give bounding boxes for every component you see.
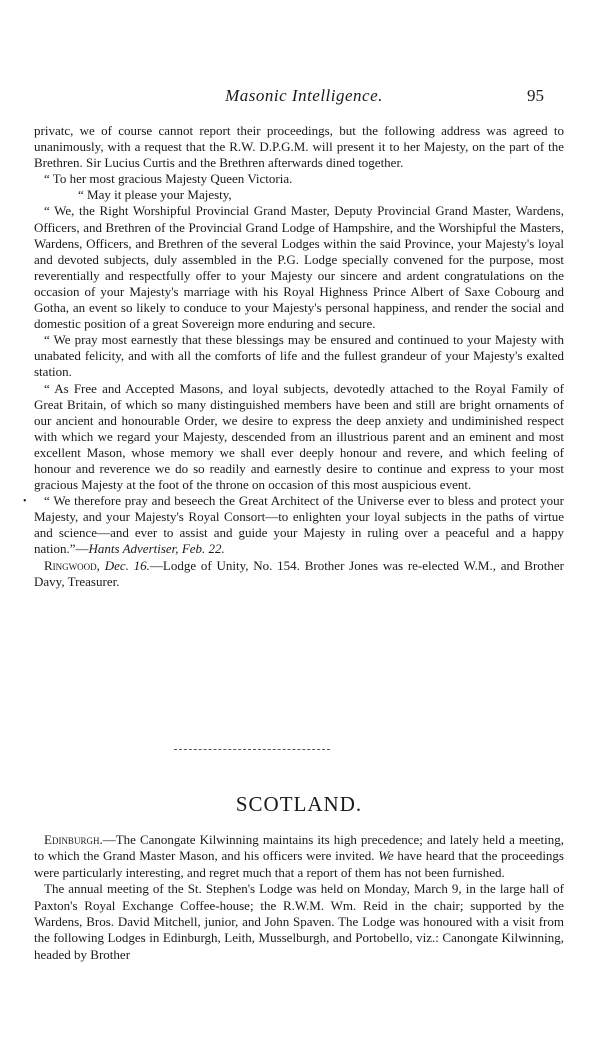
edinburgh-text-a: —The Canongate Kilwinning maintains its high precedence; and lately held a meeting, to which the Grand Master Mason, and his officers were invited. (34, 832, 564, 864)
st-stephen-paragraph: The annual meeting of the St. Stephen's Lodge was held on Monday, March 9, in the large hall of Paxton's Royal Exchange Coffee-house; the R.W.M. Wm. Reid in the chair; supported by the Wardens, Bros. David Mitchell, junior, and John Spaven. The Lodge was honoured with a visit from the following Lodges in Edinburgh, Leith, Musselburgh, and Portobello, viz.: Canongate Kilwinning, headed by Brother (34, 881, 564, 962)
address-paragraph-1: “ We, the Right Worshipful Provincial Grand Master, Deputy Provincial Grand Master, Wardens, Officers, and Brethren of the Provincial Grand Lodge of Hampshire, and the Worshipful the Masters, Wardens, Officers, and Brethren of the several Lodges within the said Province, your Majesty's loyal and devoted subjects, duly assembled in the P.G. Lodge specially convened for the purpose, most reverentially and respectfully offer to your Majesty our sincere and ardent congratulations on the occasion of your Majesty's marriage with his Royal Highness Prince Albert of Saxe Cobourg and Gotha, an event so likely to conduce to your Majesty's personal happiness, and render the social and domestic position of a great Sovereign more enduring and secure. (34, 203, 564, 332)
page-header (40, 86, 568, 108)
ringwood-date: Dec. 16. (104, 557, 150, 573)
citation-date: Feb. 22. (181, 541, 225, 557)
section-heading: SCOTLAND. (235, 792, 363, 816)
section-divider (174, 749, 330, 750)
paragraph-intro: privatc, we of course cannot report their proceedings, but the following address was agreed to unanimously, with a request that the R.W. D.P.G.M. will present it to her Majesty, on the part of the Brethren. Sir Lucius Curtis and the Brethren afterwards dined together. (34, 123, 564, 171)
address-paragraph-3: “ As Free and Accepted Masons, and loyal subjects, devotedly attached to the Royal Family of Great Britain, of which so many distinguished members have been and still are bright ornaments of our ancient and honourable Order, we desire to express the deep anxiety and undiminished respect with which we regard your Majesty, descended from an illustrious parent and an eminent and most excellent Mason, whose memory we shall ever deeply honour and revere, and which feeling of honour and reverence we do so readily and earnestly desire to continue and express to your most gracious Majesty at the foot of the throne on occasion of this most auspicious event. (34, 380, 564, 493)
ringwood-place: Ringwood, (44, 557, 100, 573)
page-number: 95 (527, 86, 544, 105)
ringwood-paragraph (34, 558, 564, 590)
citation-source: Hants Advertiser, (88, 541, 179, 557)
edinburgh-we: We (378, 848, 394, 864)
margin-mark: • (23, 496, 27, 507)
address-greeting: “ May it please your Majesty, (78, 187, 232, 203)
address-closing-text: “ We therefore pray and beseech the Great Architect of the Universe ever to bless and protect your Majesty, and your Majesty's Royal Consort—to enlighten your loyal subjects in the paths of virtue and science—and ever to assist and guide your Majesty in ruling over a peaceful and a happy nation.”— (34, 493, 564, 557)
address-paragraph-4 (34, 493, 564, 557)
address-paragraph-2: “ We pray most earnestly that these blessings may be ensured and continued to your Majesty with unabated felicity, and with all the comforts of life and the fullest grandeur of your Majesty's exalted station. (34, 332, 564, 380)
article-body (34, 123, 564, 590)
edinburgh-place: Edinburgh. (44, 832, 103, 847)
address-salutation: “ To her most gracious Majesty Queen Victoria. (44, 171, 293, 187)
scotland-body (34, 832, 564, 963)
edinburgh-text-b: have heard that the proceedings were particularly interesting, and regret much that a report of them has not been furnished. (34, 848, 564, 880)
running-title: Masonic Intelligence. (225, 86, 383, 105)
edinburgh-paragraph (34, 832, 564, 881)
ringwood-text: —Lodge of Unity, No. 154. Brother Jones was re-elected W.M., and Brother Davy, Treasurer. (34, 557, 564, 589)
